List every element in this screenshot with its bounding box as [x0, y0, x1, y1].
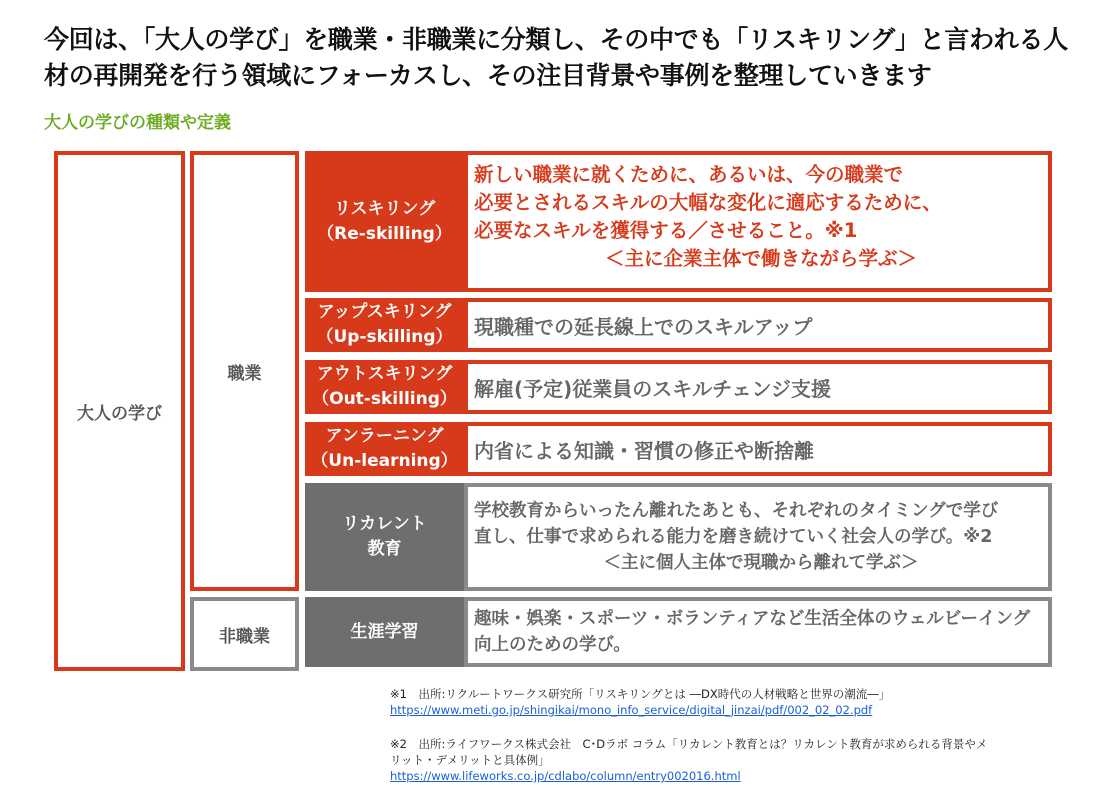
category-occupational — [190, 151, 299, 591]
desc-recurrent-line2: 直し、仕事で求められる能力を磨き続けていく社会人の学び。※2 — [474, 527, 993, 547]
desc-recurrent-education — [464, 483, 1052, 591]
label-upskilling-jp: アップスキリング — [317, 302, 452, 322]
category-adult-learning-label: 大人の学び — [77, 403, 162, 424]
desc-lifelong-line2: 向上のための学び。 — [474, 635, 631, 655]
footnote-2-text-line2: リット・デメリットと具体例」 — [390, 753, 550, 767]
label-outskilling — [305, 360, 464, 414]
footnote-1 — [390, 686, 1090, 718]
label-reskilling-en: （Re-skilling） — [317, 223, 452, 244]
page-title: 今回は、「大人の学び」を職業・非職業に分類し、その中でも「リスキリング」と言われる人材の再開発を行う領域にフォーカスし、その注目背景や事例を整理していきます — [44, 25, 1068, 90]
desc-unlearning — [464, 422, 1052, 476]
label-lifelong-text: 生涯学習 — [350, 621, 419, 642]
label-outskilling-en: （Out-skilling） — [312, 389, 457, 409]
desc-recurrent-line3: ＜主に個人主体で現職から離れて学ぶ＞ — [603, 553, 919, 573]
category-non-occupational-label: 非職業 — [219, 626, 270, 647]
footnote-1-link[interactable]: https://www.meti.go.jp/shingikai/mono_info_service/digital_jinzai/pdf/002_02_02.pdf — [390, 703, 873, 717]
label-recurrent-line1: リカレント — [342, 514, 427, 534]
desc-outskilling-text: 解雇(予定)従業員のスキルチェンジ支援 — [474, 376, 831, 401]
desc-unlearning-text: 内省による知識・習慣の修正や断捨離 — [474, 438, 814, 463]
footnote-1-text: ※1 出所:リクルートワークス研究所「リスキリングとは ―DX時代の人材戦略と世界の潮流―」 — [390, 687, 891, 701]
desc-reskilling-line3: 必要なスキルを獲得する／させること。※1 — [474, 219, 858, 242]
desc-reskilling-line1: 新しい職業に就くために、あるいは、今の職業で — [474, 163, 904, 186]
label-outskilling-jp: アウトスキリング — [316, 364, 453, 384]
desc-lifelong-line1: 趣味・娯楽・スポーツ・ボランティアなど生活全体のウェルビーイング — [474, 609, 1031, 629]
category-occupational-label: 職業 — [227, 363, 262, 384]
label-unlearning-en: （Un-learning） — [311, 451, 458, 471]
category-non-occupational — [190, 597, 299, 671]
label-recurrent-line2: 教育 — [367, 539, 402, 559]
desc-recurrent-line1: 学校教育からいったん離れたあとも、それぞれのタイミングで学び — [474, 501, 999, 521]
desc-reskilling-line4: ＜主に企業主体で働きながら学ぶ＞ — [604, 247, 917, 270]
desc-reskilling — [464, 151, 1052, 292]
label-upskilling-en: （Up-skilling） — [316, 327, 453, 347]
desc-upskilling — [464, 298, 1052, 352]
footnote-2 — [390, 736, 1090, 784]
desc-lifelong-learning — [464, 597, 1052, 667]
label-unlearning — [305, 422, 464, 476]
label-recurrent-education — [305, 483, 464, 591]
footnote-2-link[interactable]: https://www.lifeworks.co.jp/cdlabo/column/entry002016.html — [390, 769, 741, 783]
label-reskilling — [305, 151, 464, 292]
desc-reskilling-line2: 必要とされるスキルの大幅な変化に適応するために、 — [474, 191, 942, 214]
desc-upskilling-text: 現職種での延長線上でのスキルアップ — [474, 314, 813, 339]
footnote-2-text-line1: ※2 出所:ライフワークス株式会社 C･Dラボ コラム「リカレント教育とは？リカレント教育が求められる背景やメ — [390, 737, 988, 751]
category-adult-learning — [54, 151, 185, 671]
section-subtitle: 大人の学びの種類や定義 — [44, 113, 231, 133]
label-upskilling — [305, 298, 464, 352]
label-reskilling-jp: リスキリング — [333, 198, 436, 219]
desc-outskilling — [464, 360, 1052, 414]
label-lifelong-learning — [305, 597, 464, 667]
label-unlearning-jp: アンラーニング — [325, 426, 444, 446]
